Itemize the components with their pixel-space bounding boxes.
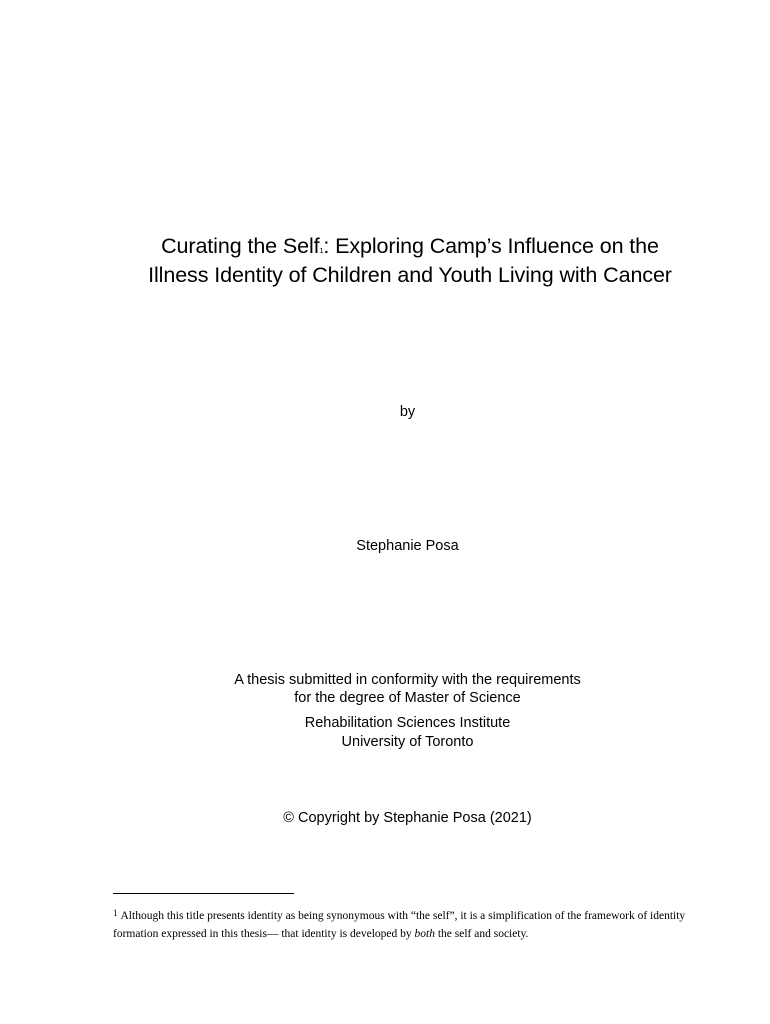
copyright-notice: © Copyright by Stephanie Posa (2021) (283, 810, 532, 826)
thesis-title-line-1 (60, 232, 760, 261)
footnote-separator (113, 893, 294, 894)
footnote-emphasis: both (414, 928, 435, 940)
university-name: University of Toronto (341, 734, 474, 750)
title-text-before-marker: Curating the Self (161, 234, 320, 258)
thesis-statement-line-1: A thesis submitted in conformity with the requirements (234, 672, 581, 688)
author-name: Stephanie Posa (356, 538, 459, 554)
footnote-number: 1 (113, 908, 118, 918)
footnote (113, 907, 713, 943)
footnote-text-part-1: Although this title presents identity as being synonymous with “the self”, it is a simplification of the framework of identity formation expressed in this thesis— that identity is developed by (113, 910, 686, 940)
thesis-statement-line-2: for the degree of Master of Science (294, 690, 521, 706)
title-text-after-marker: : Exploring Camp’s Influence on the (323, 234, 659, 258)
by-label: by (399, 404, 416, 420)
footnote-text-part-2: the self and society. (434, 928, 529, 940)
thesis-title-line-2: Illness Identity of Children and Youth Living with Cancer (148, 263, 672, 287)
footnote-reference-marker: 1 (319, 248, 324, 255)
institute-name: Rehabilitation Sciences Institute (304, 715, 511, 731)
